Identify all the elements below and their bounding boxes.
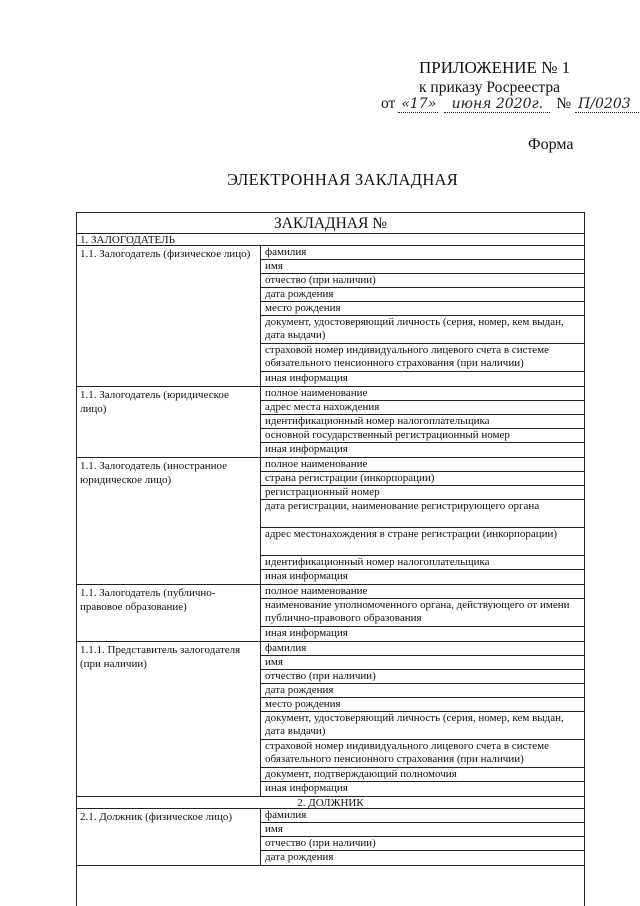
field-row: имя	[261, 656, 584, 670]
field-row: идентификационный номер налогоплательщика	[261, 415, 584, 429]
date-day: «17»	[398, 96, 438, 113]
field-row: страна регистрации (инкорпорации)	[261, 472, 584, 486]
field-row: иная информация	[265, 372, 348, 384]
field-row: иная информация	[265, 443, 348, 455]
group-label: 1.1. Залогодатель (юридическое лицо)	[77, 387, 261, 457]
field-row: иная информация	[265, 627, 348, 639]
field-row: место рождения	[261, 302, 584, 316]
field-row: дата рождения	[261, 684, 584, 698]
field-row: адрес местонахождения в стране регистрации (инкорпорации)	[261, 528, 584, 556]
group-pledgor-public-entity	[77, 585, 584, 642]
field-row: фамилия	[261, 809, 584, 823]
section-pledgor: 1. ЗАЛОГОДАТЕЛЬ	[77, 234, 584, 246]
field-row: страховой номер индивидуального лицевого счета в системе обязательного пенсионного страхования (при наличии)	[261, 740, 584, 768]
field-row: отчество (при наличии)	[261, 670, 584, 684]
appendix-title: ПРИЛОЖЕНИЕ № 1	[419, 58, 571, 77]
group-pledgor-representative	[77, 642, 584, 797]
field-row: документ, удостоверяющий личность (серия, номер, кем выдан, дата выдачи)	[261, 712, 584, 740]
field-row: адрес места нахождения	[261, 401, 584, 415]
field-row: регистрационный номер	[261, 486, 584, 500]
section-debtor: 2. ДОЛЖНИК	[77, 797, 584, 809]
field-row: дата рождения	[265, 851, 334, 863]
field-row: отчество (при наличии)	[261, 274, 584, 288]
field-row: дата рождения	[261, 288, 584, 302]
document-title: ЭЛЕКТРОННАЯ ЗАКЛАДНАЯ	[227, 170, 459, 189]
number-label: №	[556, 95, 572, 112]
field-row: страховой номер индивидуального лицевого счета в системе обязательного пенсионного страхования (при наличии)	[261, 344, 584, 372]
group-label: 1.1. Залогодатель (публично-правовое образование)	[77, 585, 261, 641]
field-row: иная информация	[265, 570, 348, 582]
field-row: фамилия	[261, 642, 584, 656]
table-caption: ЗАКЛАДНАЯ №	[77, 213, 584, 234]
field-row: наименование уполномоченного органа, действующего от имени публично-правового образования	[261, 599, 584, 627]
field-row: основной государственный регистрационный номер	[261, 429, 584, 443]
field-row: иная информация	[265, 782, 348, 794]
group-label: 2.1. Должник (физическое лицо)	[77, 809, 261, 865]
field-row: документ, удостоверяющий личность (серия, номер, кем выдан, дата выдачи)	[261, 316, 584, 344]
mortgage-table	[76, 212, 585, 906]
group-pledgor-foreign-entity	[77, 458, 584, 585]
group-label: 1.1. Залогодатель (физическое лицо)	[77, 246, 261, 386]
group-pledgor-individual	[77, 246, 584, 387]
group-label: 1.1.1. Представитель залогодателя (при наличии)	[77, 642, 261, 796]
date-prefix: от	[381, 95, 396, 112]
field-row: отчество (при наличии)	[261, 837, 584, 851]
order-reference: к приказу Росреестра	[419, 79, 560, 96]
field-row: идентификационный номер налогоплательщика	[261, 556, 584, 570]
field-row: документ, подтверждающий полномочия	[261, 768, 584, 782]
field-row: фамилия	[261, 246, 584, 260]
group-debtor-individual	[77, 809, 584, 866]
group-pledgor-legal-entity	[77, 387, 584, 458]
field-row: дата регистрации, наименование регистрирующего органа	[261, 500, 584, 528]
field-row: полное наименование	[261, 387, 584, 401]
order-date-line	[381, 95, 640, 113]
field-row: имя	[261, 260, 584, 274]
field-row: место рождения	[261, 698, 584, 712]
field-row: полное наименование	[261, 458, 584, 472]
order-number: П/0203	[575, 96, 640, 113]
field-row: имя	[261, 823, 584, 837]
group-label: 1.1. Залогодатель (иностранное юридическое лицо)	[77, 458, 261, 584]
date-month-year: июня 2020г.	[444, 96, 550, 113]
form-label: Форма	[528, 136, 574, 153]
field-row: полное наименование	[261, 585, 584, 599]
